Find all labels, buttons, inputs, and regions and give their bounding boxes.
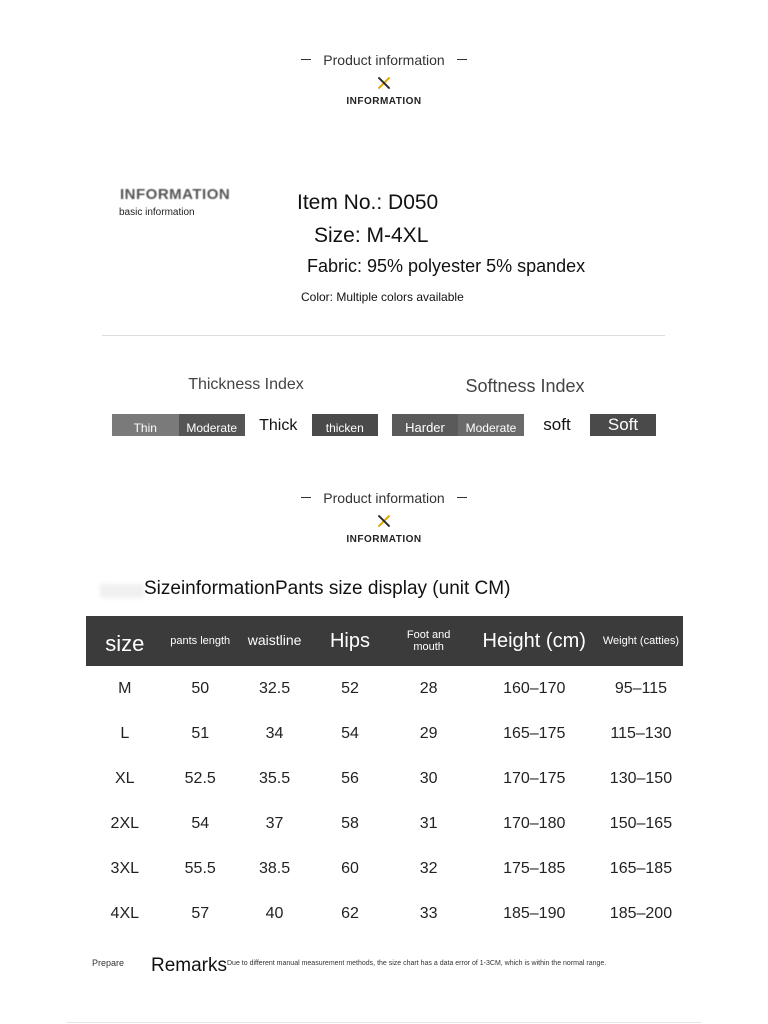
table-cell: 31 (419, 814, 438, 832)
softness-title: Softness Index (465, 376, 585, 396)
remarks-label: Remarks (151, 955, 228, 976)
table-cell: 57 (191, 904, 210, 922)
softness-level: Soft (590, 414, 656, 436)
title-dash-right (457, 59, 467, 60)
table-cell: 54 (341, 724, 359, 742)
section-title (301, 490, 466, 506)
table-cell: 170–175 (503, 769, 566, 787)
size-range: Size: M-4XL (314, 224, 429, 247)
table-cell: 95–115 (614, 679, 668, 697)
table-cell: 32 (419, 859, 438, 877)
title-dash-right (457, 497, 467, 498)
table-cell: XL (115, 769, 135, 787)
softness-level: Moderate (458, 414, 524, 436)
prepare-label: Prepare (92, 958, 125, 968)
table-cell: 150–165 (609, 814, 673, 832)
thickness-title: Thickness Index (188, 376, 304, 393)
table-row (86, 711, 683, 756)
table-row (86, 666, 683, 711)
bottom-divider (66, 1022, 702, 1023)
table-cell: 37 (265, 814, 284, 832)
table-cell: 33 (419, 904, 438, 922)
size-table (86, 616, 683, 936)
size-table-body (86, 666, 683, 936)
table-row (86, 891, 683, 936)
table-cell: 55.5 (184, 859, 216, 877)
thickness-level: Moderate (179, 414, 246, 436)
column-header-size: size (86, 616, 164, 666)
table-cell: 185–200 (609, 904, 673, 922)
table-cell: 30 (419, 769, 438, 787)
table-cell: 35.5 (258, 769, 291, 787)
table-cell: 52.5 (184, 769, 216, 787)
column-header-waistline: waistline (237, 616, 312, 666)
table-row (86, 756, 683, 801)
table-cell: 170–180 (503, 814, 566, 832)
table-cell: 34 (265, 724, 284, 742)
column-header-hips: Hips (312, 616, 387, 666)
table-cell: 60 (341, 859, 359, 877)
table-cell: 38.5 (258, 859, 291, 877)
table-cell: 32.5 (258, 679, 291, 697)
table-cell: 115–130 (610, 724, 672, 742)
basic-info-subheading: basic information (119, 207, 195, 218)
title-dash-left (301, 59, 311, 60)
table-cell: 52 (341, 679, 359, 697)
column-header-weight: Weight (catties) (599, 616, 683, 666)
cross-icon (377, 514, 391, 528)
title-dash-left (301, 497, 311, 498)
table-cell: M (118, 679, 132, 697)
section-title-text: Product information (323, 489, 445, 506)
section-header-size (0, 485, 768, 545)
column-header-foot-mouth: Foot and mouth (388, 616, 470, 666)
table-cell: 29 (419, 724, 438, 742)
table-cell: 4XL (110, 904, 140, 922)
table-cell: 165–175 (503, 724, 566, 742)
table-cell: 165–185 (609, 859, 673, 877)
table-row (86, 801, 683, 846)
table-cell: 62 (341, 904, 359, 922)
thickness-bar (112, 414, 378, 436)
section-subtitle: INFORMATION (346, 95, 422, 107)
softness-level: soft (524, 414, 590, 436)
softness-bar (392, 414, 656, 436)
table-cell: 160–170 (503, 679, 566, 697)
table-cell: 3XL (110, 859, 140, 877)
table-cell: 2XL (110, 814, 140, 832)
table-cell: 50 (191, 679, 210, 697)
thickness-level: Thin (112, 414, 179, 436)
table-cell: 54 (191, 814, 210, 832)
table-cell: 56 (341, 769, 359, 787)
table-cell: L (120, 724, 130, 742)
table-row (86, 846, 683, 891)
column-header-height: Height (cm) (470, 616, 599, 666)
section-subtitle: INFORMATION (346, 533, 422, 545)
section-title-text: Product information (323, 51, 445, 68)
thickness-level: thicken (312, 414, 379, 436)
table-cell: 58 (341, 814, 359, 832)
table-cell: 130–150 (609, 769, 673, 787)
fabric: Fabric: 95% polyester 5% spandex (307, 256, 586, 276)
table-cell: 51 (191, 724, 210, 742)
size-chart-heading: SizeinformationPants size display (unit CM) (144, 578, 511, 599)
remarks-text: Due to different manual measurement methods, the size chart has a data error of 1-3CM, which is within the normal range. (227, 960, 607, 967)
divider (102, 335, 665, 336)
color-info: Color: Multiple colors available (301, 290, 464, 304)
table-cell: 175–185 (503, 859, 566, 877)
basic-info-heading: INFORMATION (120, 186, 231, 203)
blurred-label (100, 584, 144, 598)
table-cell: 185–190 (503, 904, 566, 922)
softness-level: Harder (392, 414, 458, 436)
thickness-level: Thick (245, 414, 312, 436)
section-title (301, 52, 466, 68)
table-cell: 28 (419, 679, 438, 697)
table-header-row (86, 616, 683, 666)
table-cell: 40 (265, 904, 284, 922)
section-header-top (0, 47, 768, 107)
column-header-pants-length: pants length (164, 616, 237, 666)
cross-icon (377, 76, 391, 90)
item-number: Item No.: D050 (297, 191, 439, 214)
